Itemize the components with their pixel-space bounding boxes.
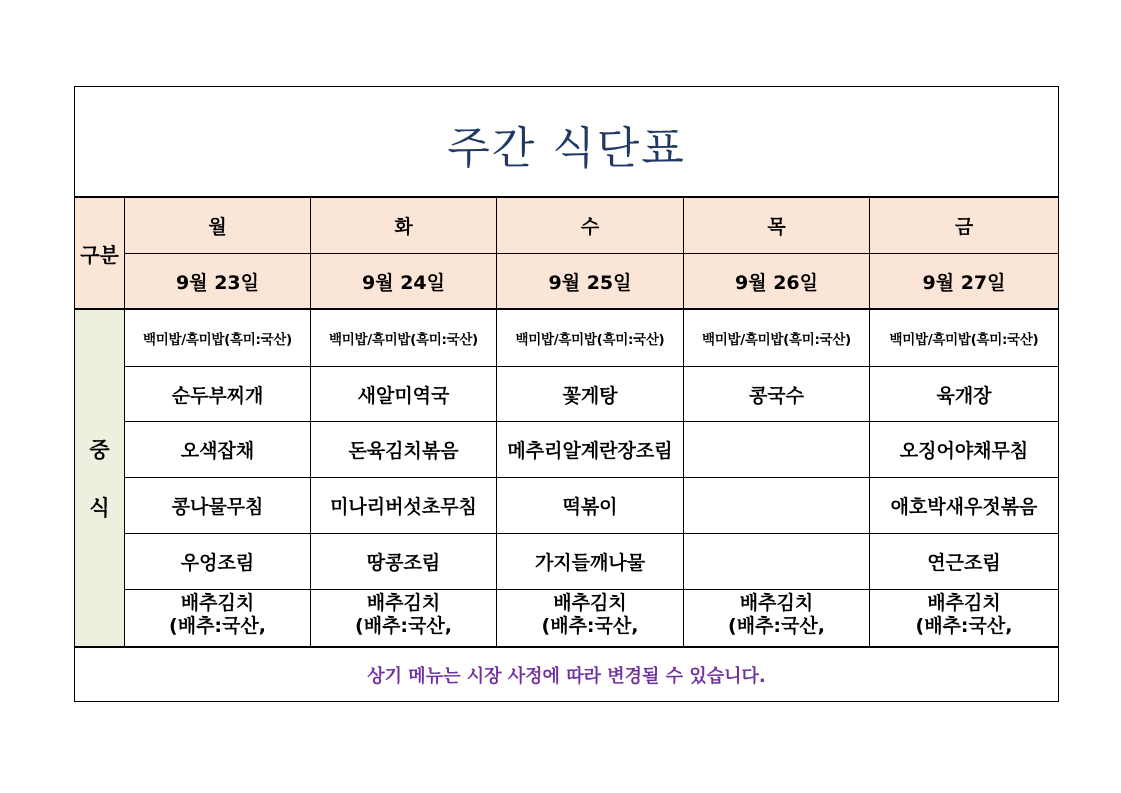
dish-cell xyxy=(684,534,870,590)
kimchi-name: 배추김치 xyxy=(927,592,1001,614)
dish-cell: 미나리버섯초무침 xyxy=(311,478,497,534)
date-header: 9월 27일 xyxy=(870,254,1058,310)
date-header: 9월 23일 xyxy=(125,254,311,310)
dish-cell xyxy=(684,422,870,478)
kimchi-cell xyxy=(684,590,870,646)
dish-cell: 육개장 xyxy=(870,367,1058,422)
date-header: 9월 25일 xyxy=(497,254,684,310)
kimchi-origin: (배추:국산, xyxy=(915,615,1013,637)
dish-cell: 순두부찌개 xyxy=(125,367,311,422)
day-header: 월 xyxy=(125,198,311,254)
kimchi-cell xyxy=(311,590,497,646)
lunch-label-char: 식 xyxy=(89,496,110,520)
kimchi-cell xyxy=(870,590,1058,646)
rice-cell: 백미밥/흑미밥(흑미:국산) xyxy=(497,310,684,367)
title-row xyxy=(75,87,1058,198)
dish-cell: 가지들깨나물 xyxy=(497,534,684,590)
lunch-label xyxy=(75,310,125,646)
kimchi-origin: (배추:국산, xyxy=(728,615,825,637)
kimchi-name: 배추김치 xyxy=(180,592,255,614)
dish-cell: 우엉조림 xyxy=(125,534,311,590)
kimchi-name: 배추김치 xyxy=(366,592,441,614)
day-header: 목 xyxy=(684,198,870,254)
day-header: 수 xyxy=(497,198,684,254)
kimchi-cell xyxy=(497,590,684,646)
date-header: 9월 24일 xyxy=(311,254,497,310)
day-header: 금 xyxy=(870,198,1058,254)
kimchi-origin: (배추:국산, xyxy=(541,615,639,637)
dish-cell: 오징어야채무침 xyxy=(870,422,1058,478)
dish-cell: 연근조림 xyxy=(870,534,1058,590)
dish-cell: 애호박새우젓볶음 xyxy=(870,478,1058,534)
kimchi-origin: (배추:국산, xyxy=(355,615,452,637)
page-title: 주간 식단표 xyxy=(447,122,686,174)
dish-cell: 콩나물무침 xyxy=(125,478,311,534)
dish-cell: 콩국수 xyxy=(684,367,870,422)
rice-cell: 백미밥/흑미밥(흑미:국산) xyxy=(125,310,311,367)
lunch-label-char: 중 xyxy=(89,438,110,462)
dish-cell xyxy=(684,478,870,534)
dish-cell: 메추리알계란장조림 xyxy=(497,422,684,478)
dish-cell: 새알미역국 xyxy=(311,367,497,422)
category-label: 구분 xyxy=(75,198,125,310)
dish-cell: 땅콩조림 xyxy=(311,534,497,590)
dish-cell: 오색잡채 xyxy=(125,422,311,478)
kimchi-cell xyxy=(125,590,311,646)
rice-cell: 백미밥/흑미밥(흑미:국산) xyxy=(870,310,1058,367)
rice-cell: 백미밥/흑미밥(흑미:국산) xyxy=(311,310,497,367)
rice-cell: 백미밥/흑미밥(흑미:국산) xyxy=(684,310,870,367)
date-header: 9월 26일 xyxy=(684,254,870,310)
dish-cell: 꽃게탕 xyxy=(497,367,684,422)
day-header: 화 xyxy=(311,198,497,254)
footer-notice: 상기 메뉴는 시장 사정에 따라 변경될 수 있습니다. xyxy=(75,646,1058,702)
menu-sheet xyxy=(74,86,1059,702)
dish-cell: 돈육김치볶음 xyxy=(311,422,497,478)
dish-cell: 떡볶이 xyxy=(497,478,684,534)
kimchi-name: 배추김치 xyxy=(553,592,627,614)
kimchi-origin: (배추:국산, xyxy=(169,615,266,637)
kimchi-name: 배추김치 xyxy=(739,592,814,614)
